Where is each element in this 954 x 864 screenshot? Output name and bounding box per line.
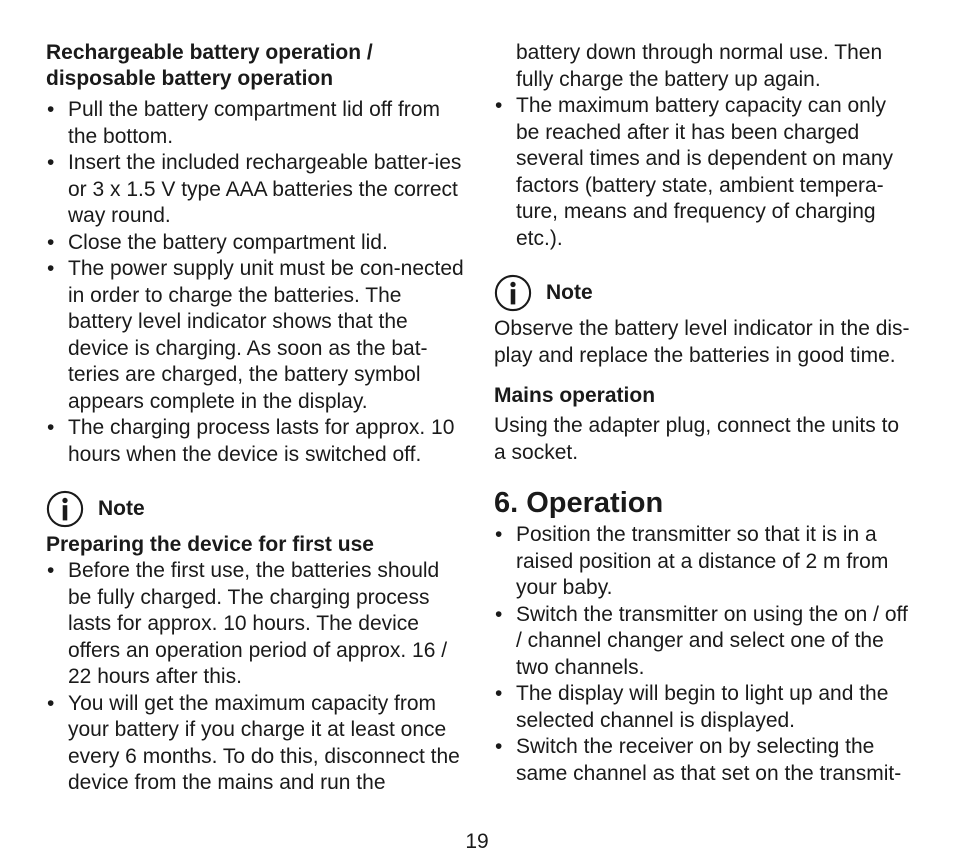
list-item: • The display will begin to light up and the selected channel is displayed.: [494, 681, 914, 734]
list-item: • Switch the transmitter on using the on / off / channel changer and select one of the two channels.: [494, 602, 914, 682]
continued-text: battery down through normal use. Then fully charge the battery up again.: [516, 41, 883, 91]
section-title-operation: 6. Operation: [494, 487, 664, 519]
list-item: • Position the transmitter so that it is in a raised position at a distance of 2 m from your baby.: [494, 522, 914, 602]
heading-line-1: Rechargeable battery operation /: [46, 41, 373, 64]
first-use-list: [46, 558, 466, 797]
page-number: 19: [465, 830, 489, 853]
heading-line-2: disposable battery operation: [46, 67, 334, 90]
list-item: • Close the battery compartment lid.: [46, 230, 466, 257]
battery-instructions-list: [46, 97, 466, 468]
left-column: [46, 40, 466, 797]
list-item: • Switch the receiver on by selecting the same channel as that set on the transmit-: [494, 734, 914, 787]
capacity-list: [494, 93, 914, 252]
list-item: • Pull the battery compartment lid off from the bottom.: [46, 97, 466, 150]
note-callout: [494, 270, 914, 316]
info-icon: [494, 274, 532, 312]
section-heading-first-use: Preparing the device for first use: [46, 533, 374, 556]
operation-list: [494, 522, 914, 787]
list-item: • The power supply unit must be con-nected in order to charge the batteries. The battery level indicator shows that the device is charging. As soon as the bat-teries are charged, the battery symbol appears complete in the display.: [46, 256, 466, 415]
list-item: • You will get the maximum capacity from your battery if you charge it at least once every 6 months. To do this, disconnect the device from the mains and run the: [46, 691, 466, 797]
note-label: Note: [98, 497, 145, 520]
info-icon: [46, 490, 84, 528]
note-text: Observe the battery level indicator in the dis-play and replace the batteries in good time.: [494, 317, 910, 367]
right-column: [494, 40, 914, 787]
list-item: • Insert the included rechargeable batter-ies or 3 x 1.5 V type AAA batteries the correct way round.: [46, 150, 466, 230]
section-heading-mains: Mains operation: [494, 384, 656, 407]
note-label: Note: [546, 281, 593, 304]
mains-text: Using the adapter plug, connect the units to a socket.: [494, 414, 900, 464]
section-heading-battery-operation: [46, 40, 466, 92]
list-item: • The maximum battery capacity can only be reached after it has been charged several times and is dependent on many factors (battery state, ambient tempera-ture, means and frequency of charging etc.).: [494, 93, 914, 252]
list-item: • Before the first use, the batteries should be fully charged. The charging process lasts for approx. 10 hours. The device offers an operation period of approx. 16 / 22 hours after this.: [46, 558, 466, 691]
list-item: • The charging process lasts for approx. 10 hours when the device is switched off.: [46, 415, 466, 468]
note-callout: [46, 486, 466, 532]
